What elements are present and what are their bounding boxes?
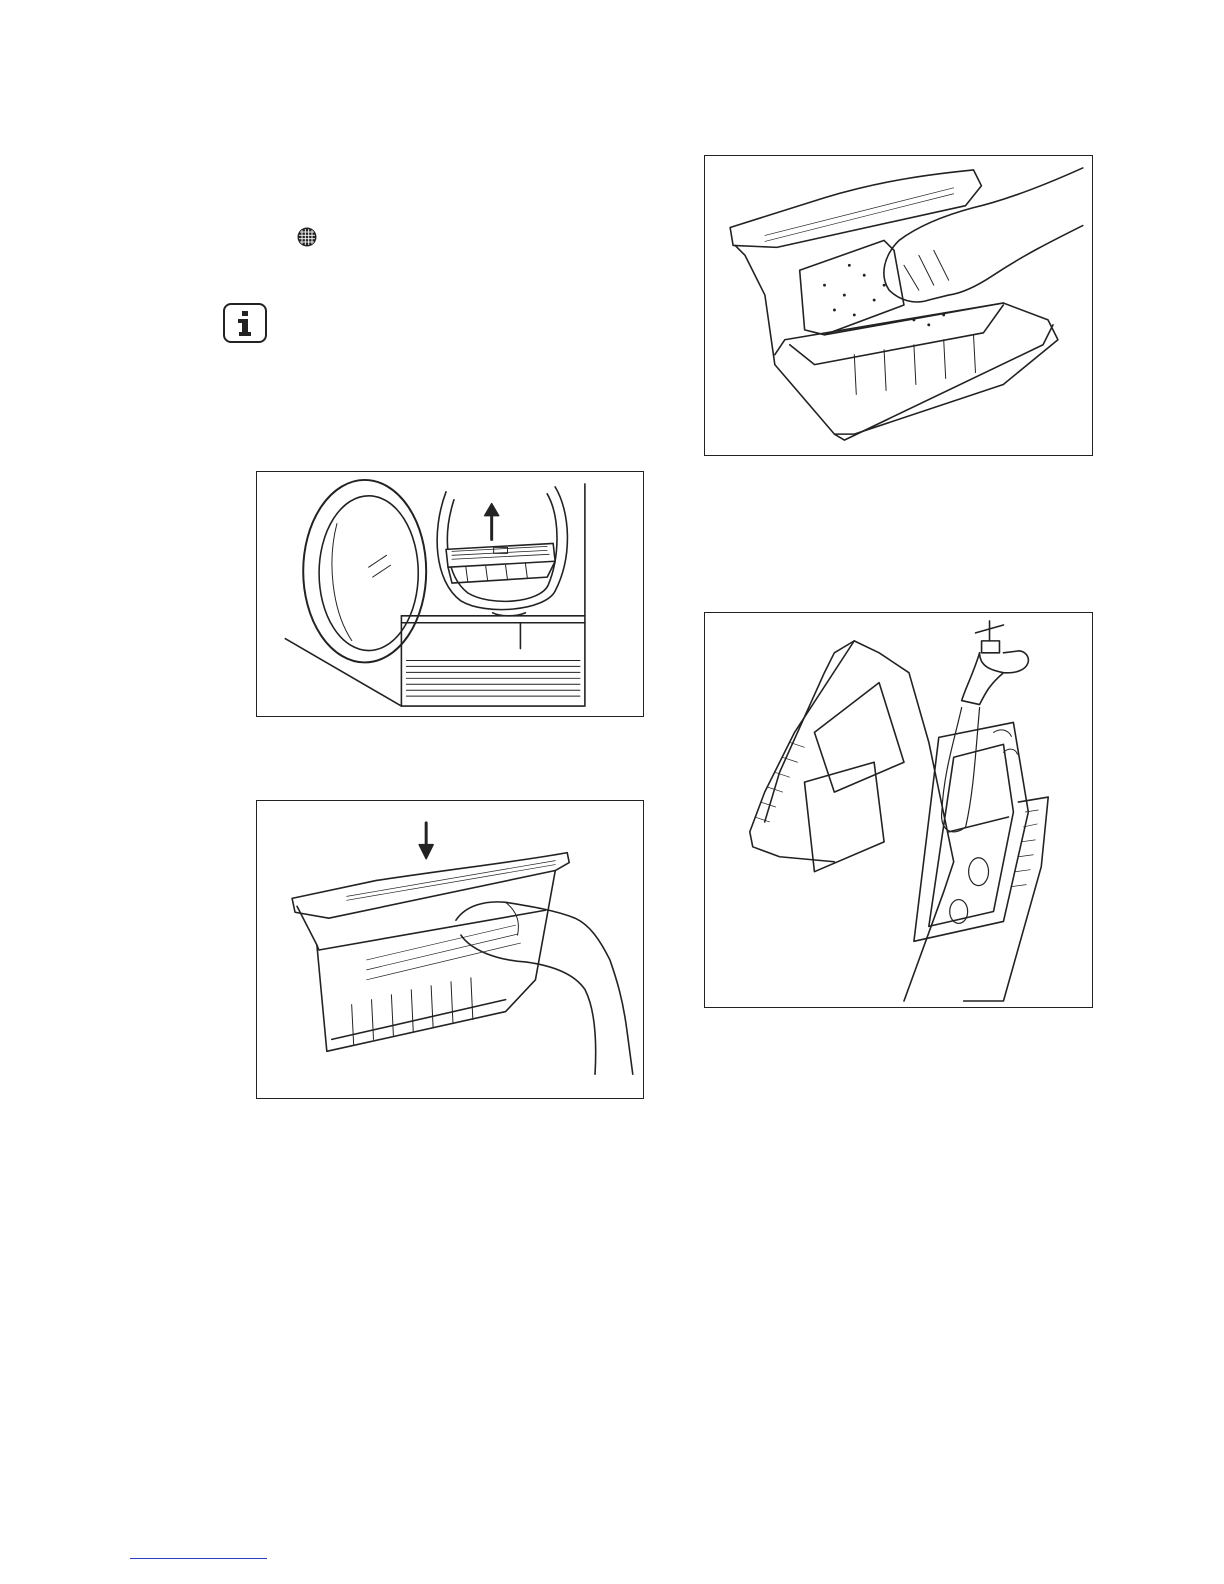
figure-open-filter xyxy=(256,800,644,1099)
figure-remove-filter xyxy=(256,471,644,717)
figure-clean-filter-hand xyxy=(704,155,1093,456)
figure-rinse-filter-tap xyxy=(704,612,1093,1008)
filter-mesh-icon xyxy=(297,227,317,247)
footer-link-underline[interactable] xyxy=(130,1558,267,1559)
info-icon xyxy=(223,303,267,343)
